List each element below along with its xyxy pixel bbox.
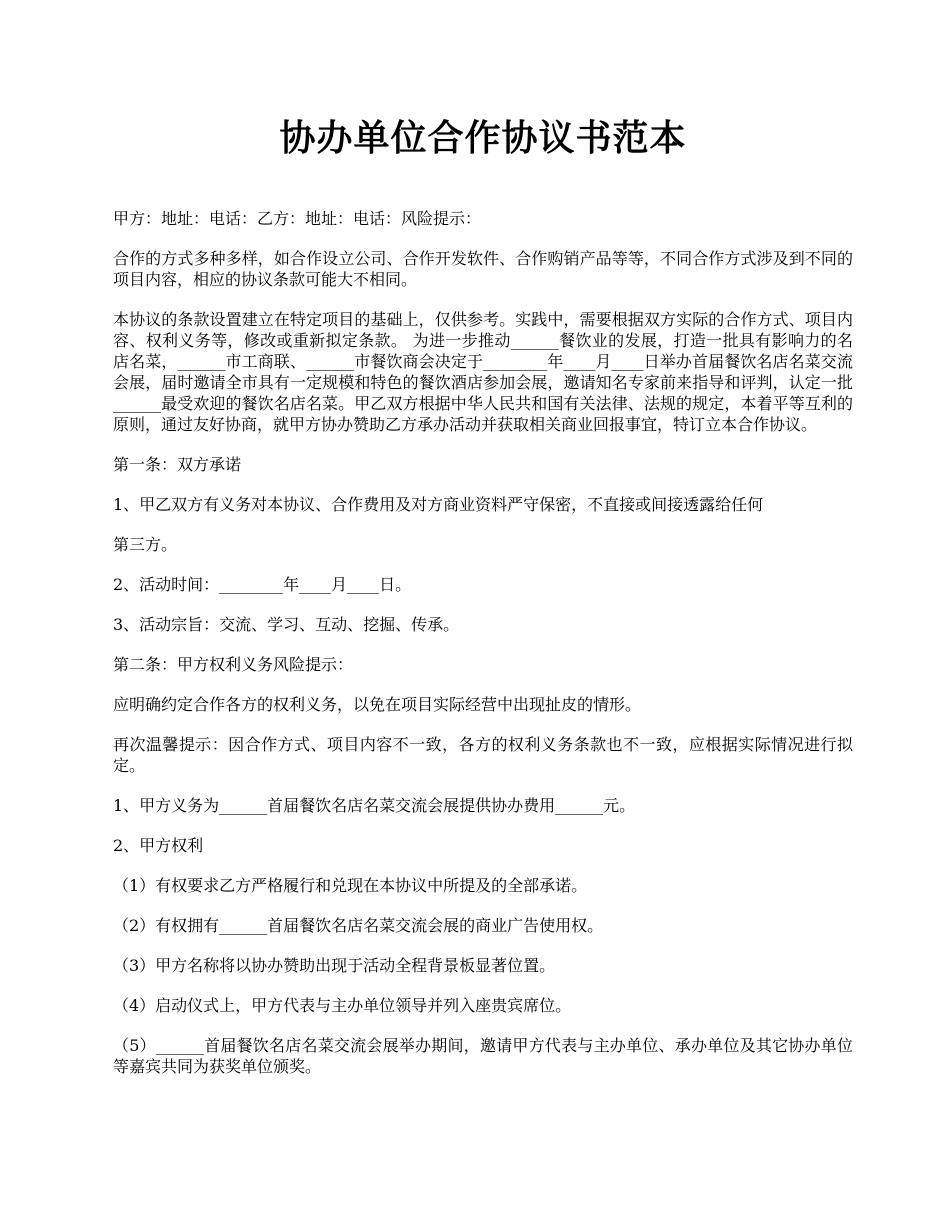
party-a-right-3: （3）甲方名称将以协办赞助出现于活动全程背景板显著位置。	[113, 956, 556, 975]
document-title: 协办单位合作协议书范本	[279, 117, 687, 159]
party-a-right-1: （1）有权要求乙方严格履行和兑现在本协议中所提及的全部承诺。	[113, 876, 588, 895]
party-a-obligation: 1、甲方义务为______首届餐饮名店名菜交流会展提供协办费用______元。	[113, 796, 636, 815]
article-2-reminder: 再次温馨提示：因合作方式、项目内容不一致，各方的权利义务条款也不一致，应根据实际情况进行拟定。	[113, 735, 853, 775]
party-a-right-2: （2）有权拥有______首届餐饮名店名菜交流会展的商业广告使用权。	[113, 916, 604, 935]
article-1-clause-1: 1、甲乙双方有义务对本协议、合作费用及对方商业资料严守保密，不直接或间接透露给任何	[113, 495, 764, 514]
article-1-clause-1-continued: 第三方。	[113, 535, 178, 554]
article-1-clause-3: 3、活动宗旨：交流、学习、互动、挖掘、传承。	[113, 615, 460, 634]
parties-line: 甲方：地址：电话：乙方：地址：电话：风险提示：	[113, 209, 482, 228]
risk-note-paragraph: 合作的方式多种多样，如合作设立公司、合作开发软件、合作购销产品等等，不同合作方式涉及到不同的项目内容，相应的协议条款可能大不相同。	[113, 249, 853, 289]
party-a-right-5: （5）______首届餐饮名店名菜交流会展举办期间，邀请甲方代表与主办单位、承办单位及其它协办单位等嘉宾共同为获奖单位颁奖。	[113, 1036, 853, 1076]
article-2-risk-note: 应明确约定合作各方的权利义务，以免在项目实际经营中出现扯皮的情形。	[113, 695, 642, 714]
article-1-clause-2: 2、活动时间：________年____月____日。	[113, 575, 412, 594]
party-a-right-4: （4）启动仪式上，甲方代表与主办单位领导并列入座贵宾席位。	[113, 996, 572, 1015]
document-page	[113, 108, 853, 1096]
article-2-heading: 第二条：甲方权利义务风险提示：	[113, 655, 354, 674]
article-1-heading: 第一条：双方承诺	[113, 455, 242, 474]
preamble-paragraph: 本协议的条款设置建立在特定项目的基础上，仅供参考。实践中，需要根据双方实际的合作方式、项目内容、权利义务等，修改或重新拟定条款。 为进一步推动______餐饮业的发展，打造一批具有影响力的名店名菜，______市工商联、______市餐饮商会决定于________年____月____日举办首届餐饮名店名菜交流会展，届时邀请全市具有一定规模和特色的餐饮酒店参加会展，邀请知名专家前来指导和评判，认定一批______最受欢迎的餐饮名店名菜。甲乙双方根据中华人民共和国有关法律、法规的规定，本着平等互利的原则，通过友好协商，就甲方协办赞助乙方承办活动并获取相关商业回报事宜，特订立本合作协议。	[113, 310, 853, 434]
party-a-rights-heading: 2、甲方权利	[113, 836, 204, 855]
